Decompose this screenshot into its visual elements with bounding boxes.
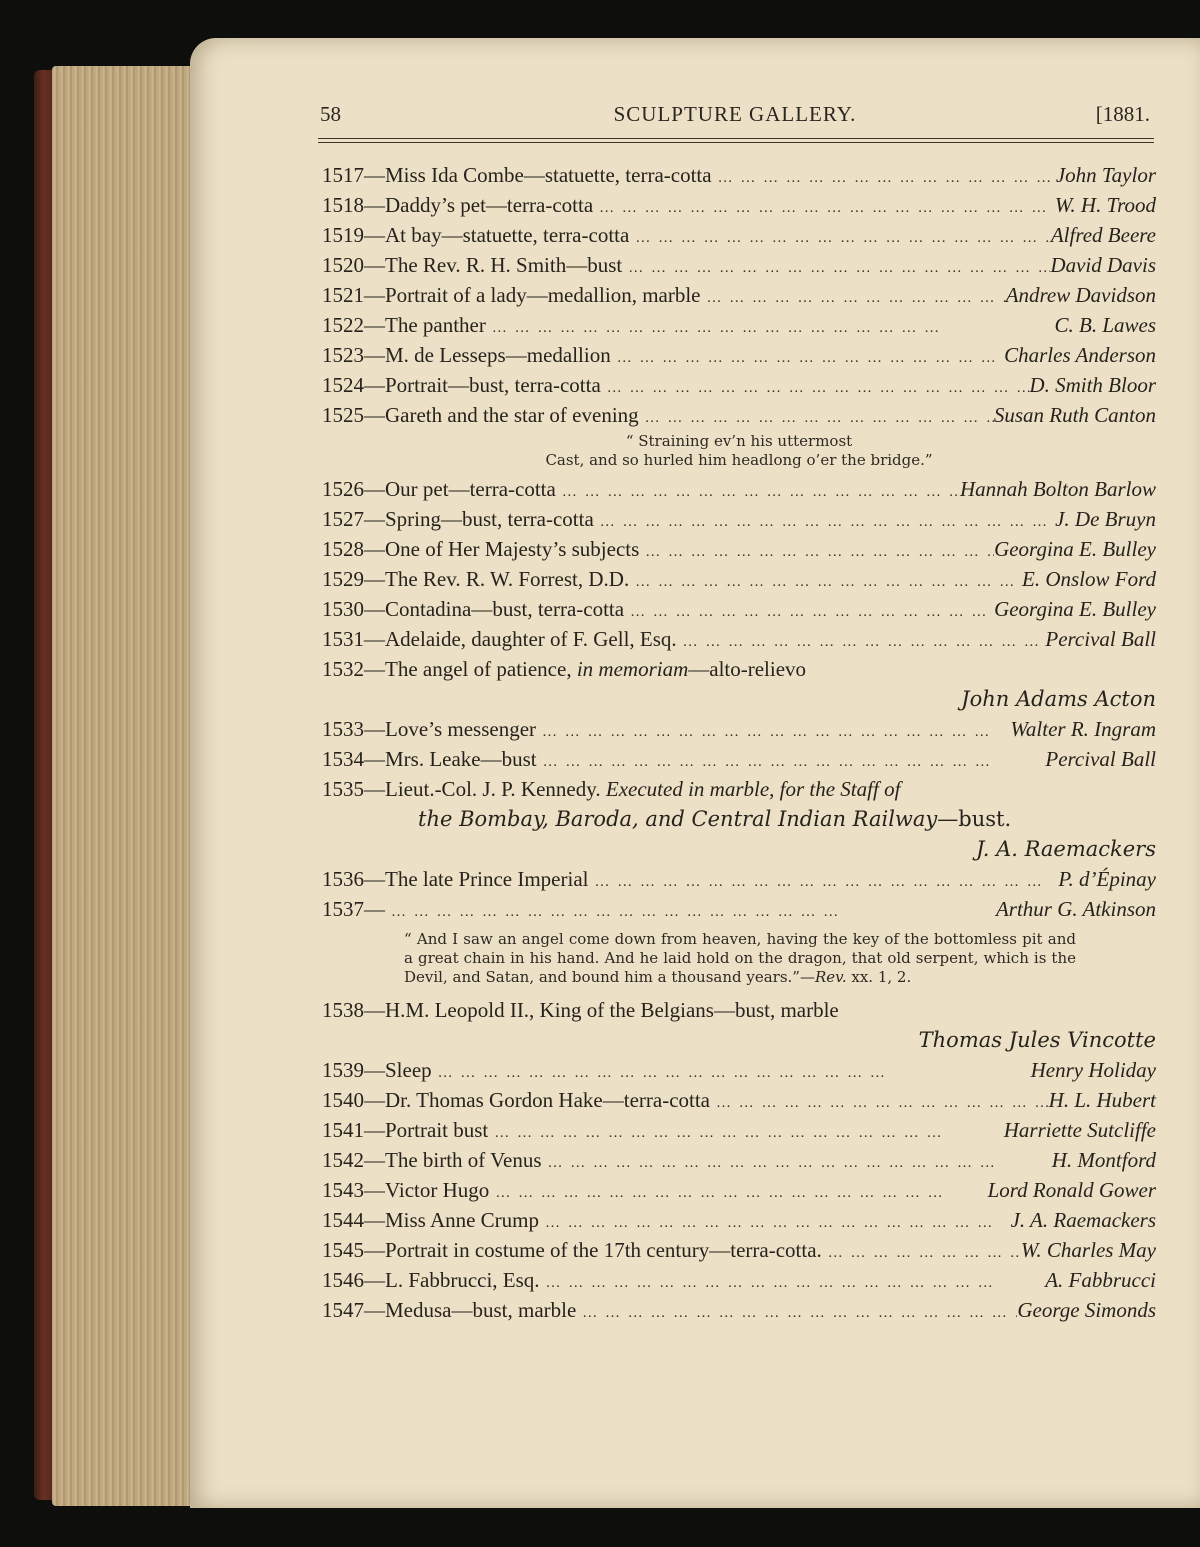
catalogue-entry [322,474,1156,504]
leader-dots [601,373,1030,403]
entry-title-part: 1535—Lieut.-Col. J. P. Kennedy. [322,777,606,801]
entry-artist: Harriette Sutcliffe [1003,1118,1156,1142]
entry-artist: A. Fabbrucci [1045,1268,1156,1292]
entry-artist: Andrew Davidson [1005,283,1156,307]
entries-group-d [322,864,1156,924]
catalogue-entry [322,714,1156,744]
entry-artist: J. A. Raemackers [975,837,1156,861]
entry-artist: E. Onslow Ford [1022,567,1156,591]
catalogue-entry [322,370,1156,400]
entry-artist: P. d’Épinay [1058,867,1156,891]
entry-artist: John Taylor [1055,163,1156,187]
catalogue-entry [322,1085,1156,1115]
entry-artist: Henry Holiday [1030,1058,1156,1082]
entry-title: 1539—Sleep [322,1058,432,1082]
entry-artist: Charles Anderson [1004,343,1156,367]
entry-continuation [322,804,1156,834]
entry-title-part: —alto-relievo [688,657,807,681]
leader-dots [639,537,994,567]
entry-title: 1530—Contadina—bust, terra-cotta [322,597,625,621]
entry-title: 1542—The birth of Venus [322,1148,542,1172]
catalogue-entry [322,534,1156,564]
entry-title: 1538—H.M. Leopold II., King of the Belgians—bust, marble [322,998,839,1022]
leader-dots [622,253,1050,283]
catalogue-entry [322,894,1156,924]
leader-dots [556,477,960,507]
entry-artist: Hannah Bolton Barlow [959,477,1156,501]
entry-title: 1536—The late Prince Imperial [322,867,589,891]
entry-title [322,654,806,684]
catalogue-entry [322,160,1156,190]
leader-dots [639,403,994,433]
catalogue-entry [322,504,1156,534]
quote-line: Cast, and so hurled him headlong o’er the bridge.” [545,451,933,469]
entry-artist: John Adams Acton [961,687,1156,711]
catalogue-entry [322,1145,1156,1175]
quote-1525 [322,432,1156,470]
catalogue-entry [322,190,1156,220]
entry-title: 1547—Medusa—bust, marble [322,1298,577,1322]
catalogue-entry [322,220,1156,250]
catalogue-list [322,160,1156,1325]
entry-artist: W. Charles May [1020,1238,1156,1262]
page-number: 58 [320,102,341,126]
entry-artist: Alfred Beere [1050,223,1156,247]
entry-title: 1520—The Rev. R. H. Smith—bust [322,253,623,277]
entry-title: 1541—Portrait bust [322,1118,489,1142]
entry-title: 1546—L. Fabbrucci, Esq. [322,1268,540,1292]
leader-dots [677,627,1046,657]
entry-artist: Georgina E. Bulley [994,597,1156,621]
entries-group-e [322,1055,1156,1325]
catalogue-entry-1538 [322,995,1156,1025]
entry-title: 1544—Miss Anne Crump [322,1208,540,1232]
leader-dots [611,343,1004,373]
entry-artist: Georgina E. Bulley [994,537,1156,561]
leader-dots [537,747,1046,777]
entry-title: 1519—At bay—statuette, terra-cotta [322,223,630,247]
leader-dots [385,897,996,927]
leader-dots [542,1148,1052,1178]
entry-title: 1543—Victor Hugo [322,1178,490,1202]
catalogue-entry [322,1175,1156,1205]
catalogue-entry [322,1115,1156,1145]
quote-1537 [404,930,1076,987]
entry-title: 1518—Daddy’s pet—terra-cotta [322,193,594,217]
entry-title-part: —bust. [937,807,1012,831]
entry-title: 1529—The Rev. R. W. Forrest, D.D. [322,567,630,591]
entry-title: 1523—M. de Lesseps—medallion [322,343,611,367]
entry-artist: Thomas Jules Vincotte [918,1028,1156,1052]
page-stack [52,66,202,1506]
leader-dots [629,567,1022,597]
entry-artist: W. H. Trood [1054,193,1156,217]
catalogue-entry [322,340,1156,370]
page-header [320,102,1150,136]
entry-artist: Arthur G. Atkinson [995,897,1156,921]
entry-title: 1524—Portrait—bust, terra-cotta [322,373,601,397]
entry-title: 1528—One of Her Majesty’s subjects [322,537,640,561]
entries-group-c [322,714,1156,774]
entry-artist: J. De Bruyn [1055,507,1156,531]
entry-title-italic: in memoriam [576,657,689,681]
entry-title: 1521—Portrait of a lady—medallion, marble [322,283,701,307]
entry-title: 1537— [322,897,385,921]
leader-dots [540,1268,1046,1298]
quote-text: “ And I saw an angel come down from heaven, having the key of the bottomless pit and a great chain in his hand. And he laid hold on the dragon, that old serpent, which is the Devil, and Satan, and bound him a thousand years.”— [404,930,1076,986]
entry-title-italic: Executed in marble, for the Staff of [605,777,901,801]
catalogue-entry-1535 [322,774,1156,804]
quote-line: “ Straining ev’n his uttermost [625,432,853,450]
leader-dots [594,507,1055,537]
catalogue-entry [322,1235,1156,1265]
leader-dots [432,1058,1031,1088]
catalogue-entry [322,564,1156,594]
catalogue-entry [322,744,1156,774]
header-rule [318,138,1154,143]
catalogue-entry [322,310,1156,340]
leader-dots [629,223,1051,253]
entry-title: 1525—Gareth and the star of evening [322,403,639,427]
entry-artist: Percival Ball [1045,747,1156,771]
catalogue-entry-1532 [322,654,1156,684]
catalogue-entry [322,1055,1156,1085]
entry-title-part: 1532—The angel of patience, [322,657,577,681]
entry-artist: David Davis [1050,253,1156,277]
leader-dots [486,313,1055,343]
entry-title: 1545—Portrait in costume of the 17th century—terra-cotta. [322,1238,822,1262]
entry-artist: Susan Ruth Canton [993,403,1156,427]
entry-title: 1517—Miss Ida Combe—statuette, terra-cotta [322,163,712,187]
leader-dots [576,1298,1017,1328]
leader-dots [710,1088,1049,1118]
entry-artist: George Simonds [1017,1298,1156,1322]
entry-title: 1540—Dr. Thomas Gordon Hake—terra-cotta [322,1088,711,1112]
leader-dots [589,867,1059,897]
leader-dots [489,1178,987,1208]
catalogue-entry [322,864,1156,894]
catalogue-entry [322,1295,1156,1325]
entry-artist: C. B. Lawes [1054,313,1156,337]
entry-artist: H. L. Hubert [1048,1088,1156,1112]
catalogue-entry [322,280,1156,310]
leader-dots [701,283,1006,313]
entry-title-italic: the Bombay, Baroda, and Central Indian Railway [418,807,938,831]
entry-artist: J. A. Raemackers [1010,1208,1156,1232]
leader-dots [822,1238,1021,1268]
entries-group-b [322,474,1156,654]
page-year: [1881. [1095,102,1150,126]
entry-title: 1527—Spring—bust, terra-cotta [322,507,594,531]
page-title: SCULPTURE GALLERY. [613,102,857,126]
catalogue-entry [322,250,1156,280]
entry-title: 1522—The panther [322,313,486,337]
entry-artist: H. Montford [1051,1148,1156,1172]
catalogue-entry [322,624,1156,654]
quote-cite: Rev. [814,968,847,986]
entry-title: 1531—Adelaide, daughter of F. Gell, Esq. [322,627,677,651]
entries-group-a [322,160,1156,430]
leader-dots [488,1118,1004,1148]
catalogue-entry [322,1205,1156,1235]
entry-title: 1534—Mrs. Leake—bust [322,747,537,771]
leader-dots [712,163,1056,193]
entry-title: 1533—Love’s messenger [322,717,537,741]
entry-artist: Lord Ronald Gower [987,1178,1156,1202]
quote-ref: xx. 1, 2. [846,968,912,986]
leader-dots [539,1208,1011,1238]
catalogue-entry [322,594,1156,624]
entry-artist: D. Smith Bloor [1029,373,1156,397]
leader-dots [593,193,1055,223]
entry-title: 1526—Our pet—terra-cotta [322,477,556,501]
leader-dots [624,597,994,627]
entry-artist: Percival Ball [1045,627,1156,651]
catalogue-entry [322,400,1156,430]
entry-artist: Walter R. Ingram [1010,717,1156,741]
catalogue-entry [322,1265,1156,1295]
leader-dots [536,717,1010,747]
entry-title [322,774,900,804]
